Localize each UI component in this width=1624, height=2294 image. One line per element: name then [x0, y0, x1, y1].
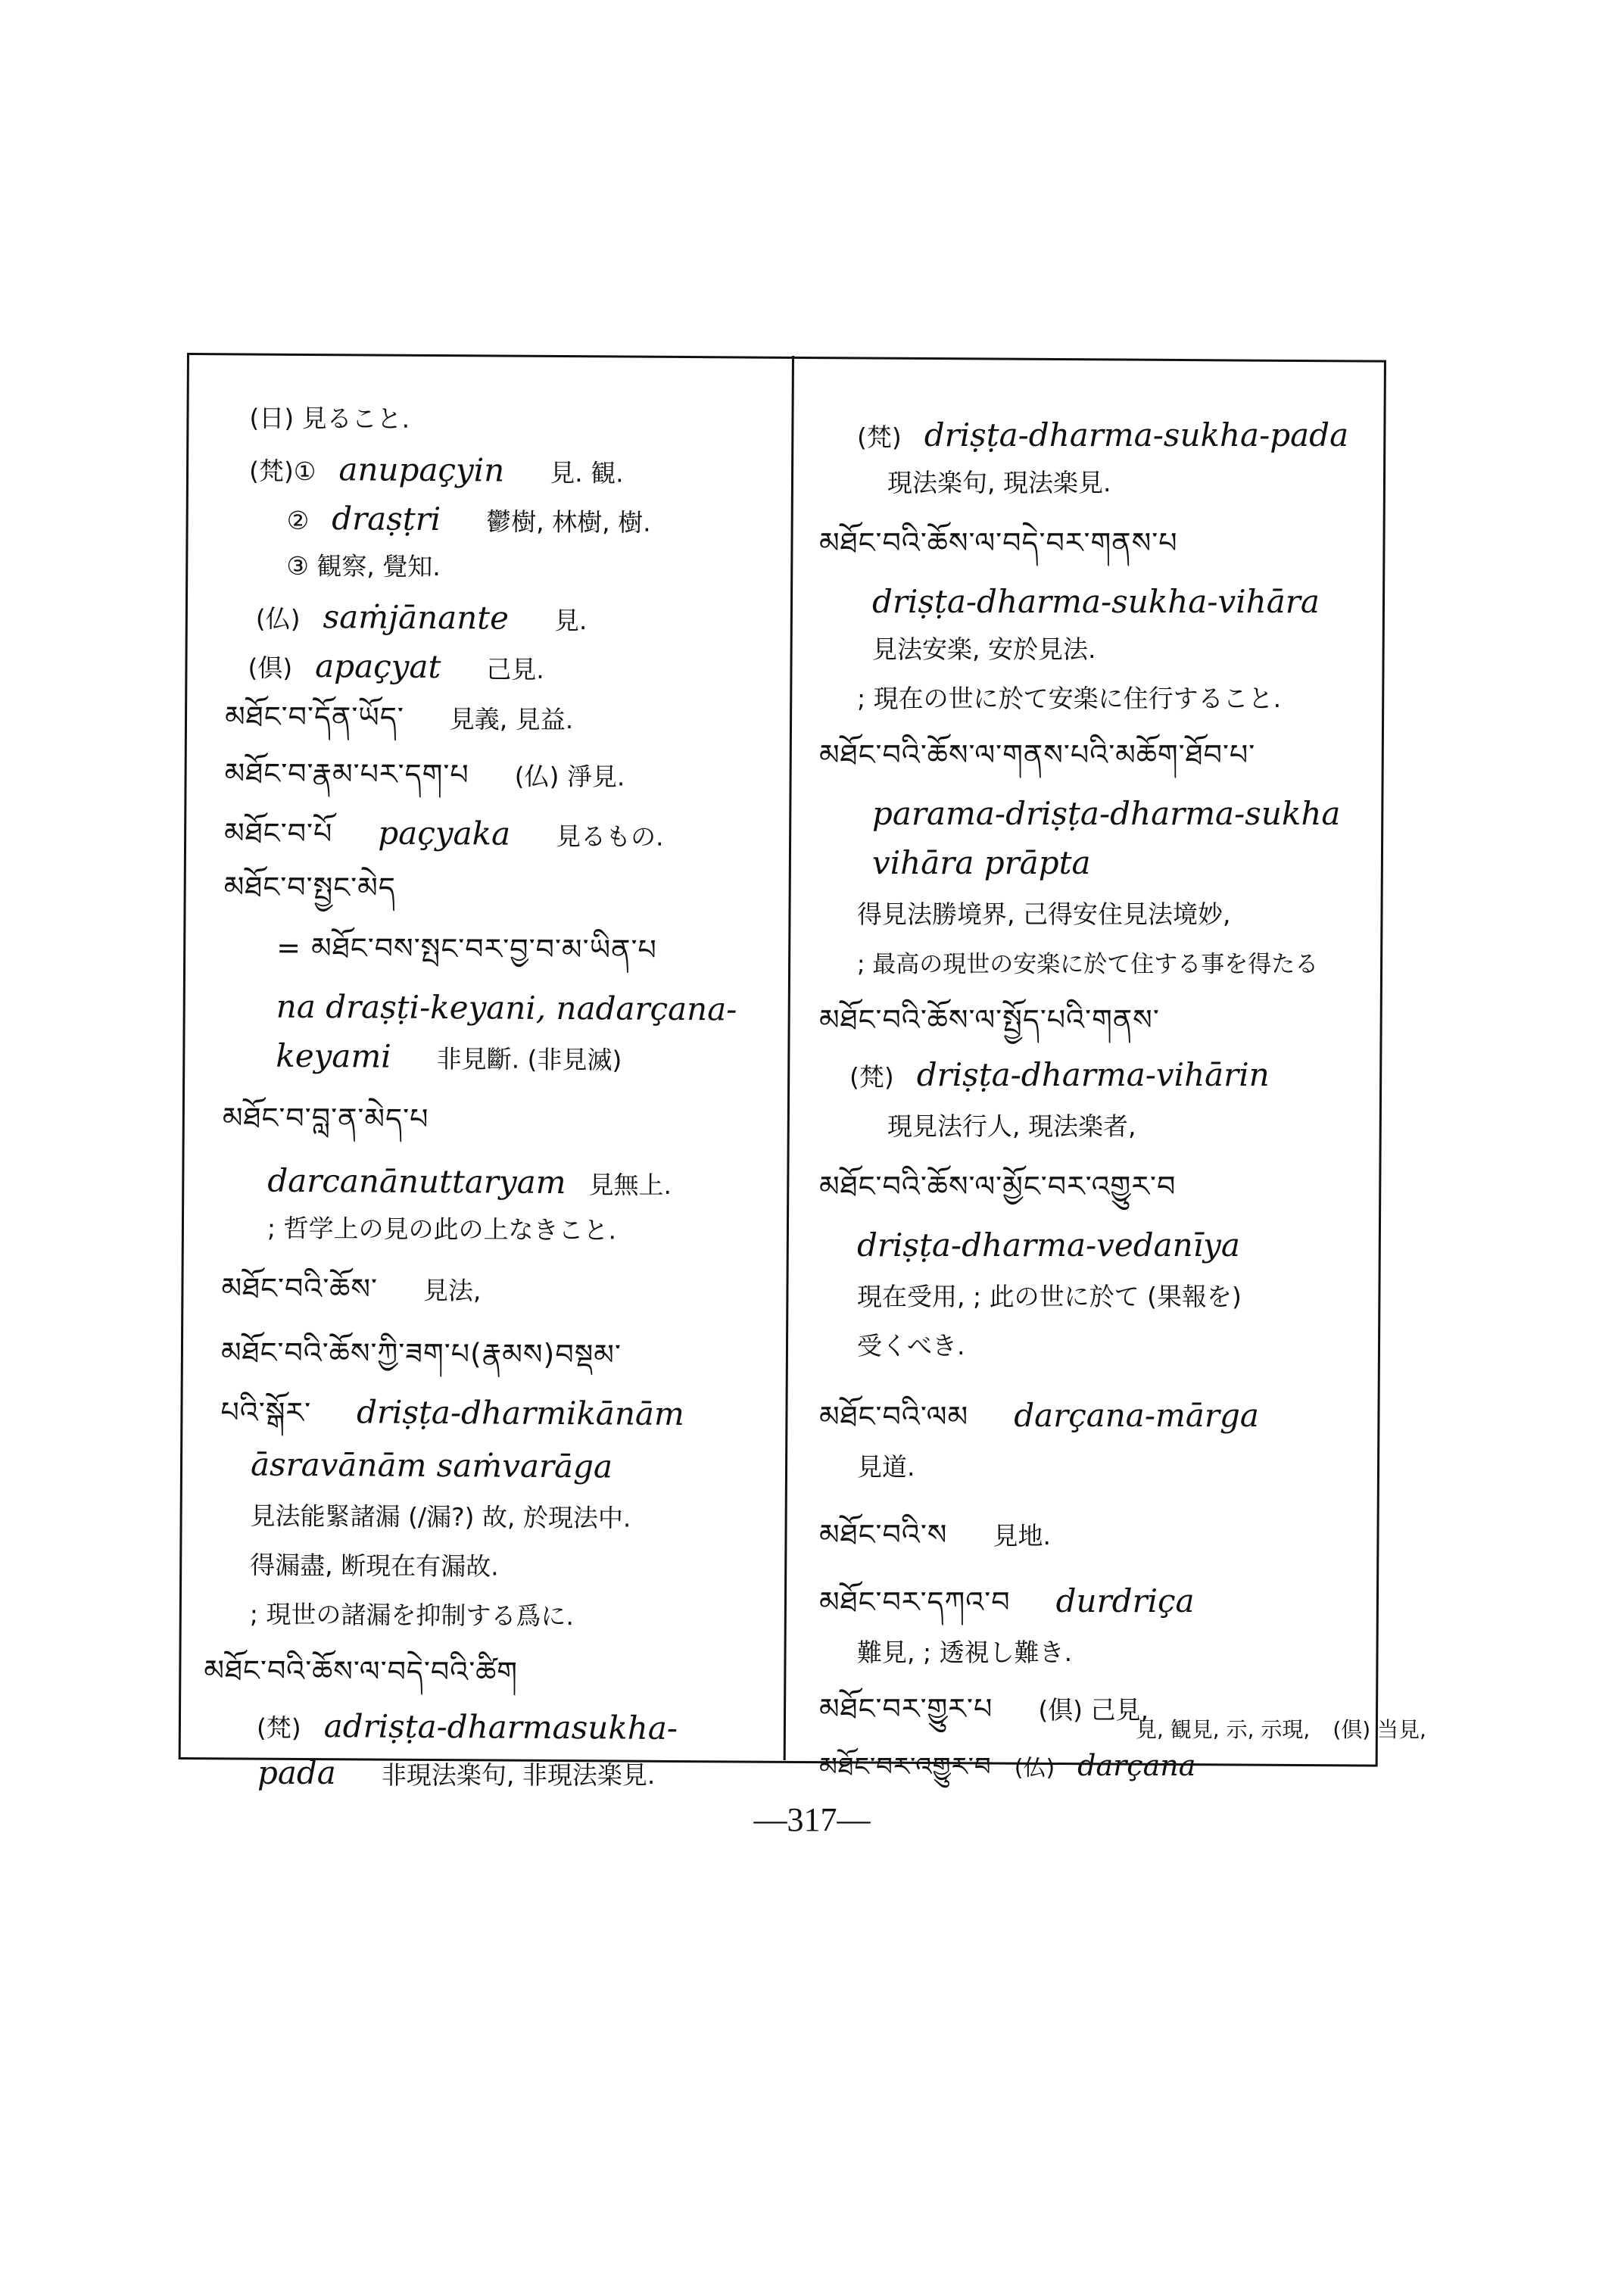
left-line	[286, 549, 441, 584]
right-line	[857, 1450, 915, 1483]
tibetan-headword: མཐོང་བའི་ཆོས་ལ་བདེ་བའི་ཚིག	[204, 1653, 519, 1689]
japanese-text: 非見斷. (非見滅)	[436, 1044, 622, 1075]
right-column	[804, 356, 1387, 1760]
sanskrit-text: saṁjānante	[323, 598, 510, 637]
sanskrit-text: durdriça	[1055, 1582, 1195, 1619]
right-line	[887, 1109, 1136, 1142]
right-line	[819, 1518, 1051, 1553]
left-line	[223, 1101, 429, 1136]
right-line	[872, 583, 1320, 621]
right-line	[857, 897, 1230, 930]
right-line	[887, 466, 1111, 499]
japanese-text: 得見法勝境界, 己得安住見法境妙,	[857, 899, 1231, 929]
left-line	[248, 647, 544, 687]
page-number: —317—	[753, 1801, 871, 1838]
japanese-text: 見るもの.	[555, 821, 664, 852]
left-line	[250, 1548, 499, 1583]
right-line	[857, 1329, 965, 1362]
sanskrit-text: pada	[257, 1754, 336, 1791]
tibetan-headword: མཐོང་བར་འགྱུར་བ	[819, 1752, 992, 1782]
left-line	[224, 813, 664, 854]
right-line	[819, 738, 1255, 773]
right-line	[819, 526, 1178, 561]
tibetan-headword: མཐོང་བའི་ལམ	[819, 1400, 969, 1433]
japanese-text: (仏)	[1014, 1755, 1055, 1781]
japanese-text: 鬱樹, 林樹, 樹.	[486, 506, 651, 538]
sanskrit-text: anupaçyin	[338, 450, 505, 489]
sanskrit-text: darçana	[1077, 1749, 1196, 1782]
tibetan-headword: མཐོང་བའི་ཆོས་ལ་སྤྱོད་པའི་གནས་	[819, 1003, 1160, 1036]
japanese-text: 見法,	[422, 1275, 482, 1306]
japanese-text: (倶) 当見,	[1333, 1717, 1426, 1742]
tibetan-headword: མཐོང་བའི་ཆོས་ལ་བདེ་བར་གནས་པ	[819, 526, 1178, 559]
sanskrit-text: driṣṭa-dharmikānām	[356, 1393, 684, 1433]
right-line	[849, 1056, 1270, 1094]
tibetan-headword: མཐོང་བར་གྱུར་པ	[819, 1692, 993, 1725]
right-line	[857, 681, 1281, 715]
left-line	[257, 1707, 678, 1748]
right-line	[819, 1749, 1195, 1784]
japanese-text: 見義, 見益.	[449, 704, 574, 735]
sanskrit-text: na draṣṭi-keyani, nadarçana-	[276, 987, 737, 1028]
left-line	[249, 401, 410, 436]
left-line	[224, 756, 625, 793]
left-line	[287, 500, 651, 540]
japanese-text: 現在受用, ; 此の世に於て (果報を)	[857, 1282, 1242, 1311]
sanskrit-text: vihāra prāpta	[872, 844, 1091, 881]
left-line	[250, 1597, 574, 1633]
sanskrit-text: paçyaka	[378, 814, 511, 852]
tibetan-headword: མཐོང་བའི་ཆོས་ལ་མྱོང་བར་འགྱུར་བ	[819, 1170, 1177, 1203]
left-line	[276, 1037, 622, 1077]
right-line	[857, 416, 1348, 454]
sanskrit-text: driṣṭa-dharma-sukha-pada	[924, 416, 1349, 454]
sanskrit-text: driṣṭa-dharma-sukha-vihāra	[872, 583, 1320, 620]
left-line	[267, 1211, 616, 1247]
japanese-text: (倶) 己見,	[1038, 1695, 1149, 1725]
japanese-text: (日) 見ること.	[249, 403, 410, 434]
left-line	[251, 1446, 613, 1486]
sanskrit-text: āsravānām saṁvarāga	[250, 1445, 613, 1485]
japanese-text: (梵)①	[248, 456, 316, 487]
tibetan-headword: མཐོང་བའི་ས	[819, 1518, 948, 1551]
japanese-text: 現見法行人, 現法楽者,	[887, 1111, 1136, 1141]
japanese-text: (梵)	[256, 1713, 301, 1743]
right-line	[1136, 1717, 1426, 1743]
tibetan-headword: མཐོང་བ་རྣམ་པར་དག་པ	[224, 756, 469, 792]
left-line	[267, 1162, 672, 1203]
tibetan-headword: = མཐོང་བས་སྤང་བར་བྱ་བ་མ་ཡིན་པ	[276, 930, 657, 967]
sanskrit-text: driṣṭa-dharma-vihārin	[916, 1056, 1270, 1093]
tibetan-headword: པའི་སྒོར་	[220, 1395, 312, 1430]
right-line	[819, 1582, 1195, 1620]
japanese-text: 見道.	[857, 1452, 915, 1482]
tibetan-headword: མཐོང་བའི་ཆོས་ལ་གནས་པའི་མཆོག་ཐོབ་པ་	[819, 738, 1256, 771]
left-line	[257, 1754, 655, 1792]
japanese-text: 受くべき.	[857, 1331, 965, 1361]
japanese-text: ; 現在の世に於て安楽に住行すること.	[857, 684, 1282, 713]
japanese-text: 難見, ; 透視し難き.	[857, 1638, 1073, 1667]
left-line	[256, 598, 588, 638]
tibetan-headword: མཐོང་བ་བླ་ན་མེད་པ	[222, 1101, 429, 1136]
japanese-text: 非現法楽句, 非現法楽見.	[381, 1760, 656, 1790]
japanese-text: 見地.	[993, 1521, 1051, 1551]
japanese-text: ; 現世の諸漏を抑制する爲に.	[249, 1599, 575, 1632]
right-line	[819, 1170, 1176, 1205]
japanese-text: 見.	[553, 605, 588, 636]
sanskrit-text: darçana-mārga	[1014, 1397, 1259, 1434]
japanese-text: ②	[286, 505, 310, 535]
left-line	[250, 1499, 631, 1535]
japanese-text: 己見.	[486, 654, 544, 684]
left-line	[204, 1653, 518, 1690]
japanese-text: 見, 観見, 示, 示現,	[1136, 1717, 1311, 1742]
sanskrit-text: darcanānuttaryam	[267, 1161, 566, 1202]
japanese-text: (仏) 淨見.	[514, 761, 625, 792]
right-line	[857, 1226, 1240, 1264]
tibetan-headword: མཐོང་བ་དོན་ཡོད་	[224, 700, 404, 734]
japanese-text: ; 哲学上の見の此の上なきこと.	[267, 1213, 617, 1245]
left-line	[249, 450, 624, 491]
japanese-text: ③ 観察, 覺知.	[286, 550, 441, 582]
right-line	[819, 1692, 1149, 1727]
tibetan-headword: མཐོང་བ་སྤྱང་མེད	[223, 870, 396, 905]
japanese-text: ; 最高の現世の安楽に於て住する事を得たる	[857, 951, 1319, 978]
left-line	[276, 988, 737, 1029]
japanese-text: (梵)	[857, 422, 902, 452]
left-line	[225, 700, 573, 736]
sanskrit-text: parama-driṣṭa-dharma-sukha	[872, 795, 1341, 832]
tibetan-headword: མཐོང་བ་པོ	[223, 816, 333, 851]
right-line	[872, 844, 1091, 882]
japanese-text: 現法楽句, 現法楽見.	[887, 468, 1111, 497]
tibetan-headword: མཐོང་བར་དཀའ་བ	[819, 1585, 1011, 1619]
japanese-text: (倶)	[248, 653, 293, 683]
japanese-text: 見法安楽, 安於見法.	[872, 634, 1096, 664]
japanese-text: 見法能緊諸漏 (/漏?) 故, 於現法中.	[250, 1501, 631, 1533]
sanskrit-text: adriṣṭa-dharmasukha-	[323, 1707, 678, 1747]
right-line	[872, 632, 1096, 665]
left-line	[221, 1336, 622, 1373]
right-line	[872, 795, 1340, 833]
tibetan-headword: མཐོང་བའི་ཆོས་ཀྱི་ཟག་པ(རྣམས)བསྡམ་	[220, 1336, 622, 1372]
right-line	[819, 1003, 1160, 1038]
sanskrit-text: draṣṭri	[332, 500, 441, 538]
sanskrit-text: apaçyat	[315, 647, 441, 686]
japanese-text: (梵)	[849, 1062, 894, 1092]
japanese-text: (仏)	[255, 603, 301, 634]
japanese-text: 見無上.	[588, 1170, 672, 1200]
left-line	[221, 1271, 481, 1308]
sanskrit-text: keyami	[276, 1036, 391, 1075]
right-line	[857, 1635, 1072, 1669]
left-line	[276, 931, 657, 968]
left-line	[220, 1392, 684, 1433]
right-line	[857, 946, 1318, 980]
japanese-text: 見. 観.	[550, 457, 624, 488]
right-line	[819, 1397, 1259, 1435]
tibetan-headword: མཐོང་བའི་ཆོས་	[221, 1271, 379, 1306]
left-line	[224, 870, 396, 905]
sanskrit-text: driṣṭa-dharma-vedanīya	[857, 1226, 1240, 1264]
right-line	[857, 1279, 1242, 1313]
japanese-text: 得漏盡, 断現在有漏故.	[250, 1550, 499, 1582]
